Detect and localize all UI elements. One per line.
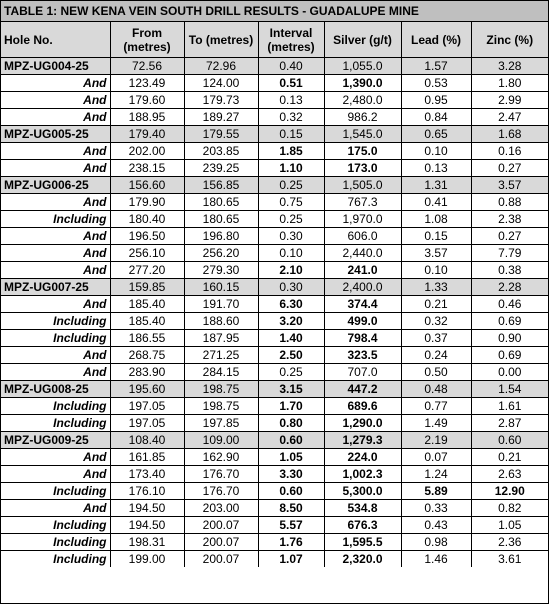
- cell-from: 185.40: [110, 296, 184, 313]
- cell-interval: 3.30: [258, 466, 324, 483]
- cell-lead: 3.57: [401, 245, 471, 262]
- table-row: [1, 228, 548, 245]
- cell-zinc: 0.38: [471, 262, 548, 279]
- cell-zinc: 0.69: [471, 347, 548, 364]
- cell-from: 277.20: [110, 262, 184, 279]
- cell-to: 239.25: [184, 160, 258, 177]
- table-row: [1, 143, 548, 160]
- cell-to: 196.80: [184, 228, 258, 245]
- cell-hole: And: [1, 347, 110, 364]
- cell-hole: Including: [1, 398, 110, 415]
- header-silver: Silver (g/t): [324, 22, 401, 58]
- cell-from: 72.56: [110, 58, 184, 75]
- cell-silver: 2,440.0: [324, 245, 401, 262]
- cell-from: 283.90: [110, 364, 184, 381]
- cell-from: 180.40: [110, 211, 184, 228]
- cell-interval: 1.10: [258, 160, 324, 177]
- table-row: [1, 313, 548, 330]
- cell-to: 180.65: [184, 211, 258, 228]
- cell-lead: 0.50: [401, 364, 471, 381]
- table-row: [1, 449, 548, 466]
- cell-to: 279.30: [184, 262, 258, 279]
- cell-silver: 1,055.0: [324, 58, 401, 75]
- cell-lead: 1.08: [401, 211, 471, 228]
- table-row: [1, 211, 548, 228]
- cell-to: 176.70: [184, 483, 258, 500]
- cell-zinc: 0.27: [471, 228, 548, 245]
- cell-to: 191.70: [184, 296, 258, 313]
- cell-silver: 1,279.3: [324, 432, 401, 449]
- cell-from: 256.10: [110, 245, 184, 262]
- table-row: [1, 364, 548, 381]
- cell-silver: 2,320.0: [324, 551, 401, 568]
- cell-silver: 606.0: [324, 228, 401, 245]
- cell-from: 196.50: [110, 228, 184, 245]
- table-row: [1, 398, 548, 415]
- table-row: [1, 330, 548, 347]
- cell-lead: 0.98: [401, 534, 471, 551]
- cell-zinc: 2.99: [471, 92, 548, 109]
- cell-interval: 6.30: [258, 296, 324, 313]
- cell-interval: 0.30: [258, 279, 324, 296]
- cell-interval: 0.25: [258, 211, 324, 228]
- cell-from: 195.60: [110, 381, 184, 398]
- cell-to: 200.07: [184, 517, 258, 534]
- cell-from: 186.55: [110, 330, 184, 347]
- cell-silver: 447.2: [324, 381, 401, 398]
- cell-hole: Including: [1, 313, 110, 330]
- cell-interval: 0.32: [258, 109, 324, 126]
- cell-to: 176.70: [184, 466, 258, 483]
- cell-hole: And: [1, 364, 110, 381]
- cell-lead: 0.41: [401, 194, 471, 211]
- cell-from: 198.31: [110, 534, 184, 551]
- table-row: [1, 279, 548, 296]
- cell-zinc: 0.21: [471, 449, 548, 466]
- cell-interval: 0.40: [258, 58, 324, 75]
- table-row: [1, 517, 548, 534]
- cell-to: 72.96: [184, 58, 258, 75]
- cell-from: 173.40: [110, 466, 184, 483]
- cell-hole: And: [1, 296, 110, 313]
- cell-silver: 1,390.0: [324, 75, 401, 92]
- header-hole-no: Hole No.: [1, 22, 110, 58]
- cell-to: 179.73: [184, 92, 258, 109]
- cell-silver: 1,505.0: [324, 177, 401, 194]
- cell-interval: 1.76: [258, 534, 324, 551]
- cell-silver: 1,002.3: [324, 466, 401, 483]
- cell-from: 179.60: [110, 92, 184, 109]
- cell-interval: 1.70: [258, 398, 324, 415]
- cell-silver: 676.3: [324, 517, 401, 534]
- cell-lead: 0.43: [401, 517, 471, 534]
- table-row: [1, 92, 548, 109]
- cell-zinc: 1.68: [471, 126, 548, 143]
- cell-silver: 707.0: [324, 364, 401, 381]
- cell-interval: 0.25: [258, 177, 324, 194]
- cell-to: 188.60: [184, 313, 258, 330]
- cell-interval: 0.80: [258, 415, 324, 432]
- cell-hole: And: [1, 75, 110, 92]
- cell-lead: 5.89: [401, 483, 471, 500]
- results-table: [1, 22, 548, 567]
- cell-zinc: 0.46: [471, 296, 548, 313]
- table-row: [1, 109, 548, 126]
- cell-from: 197.05: [110, 415, 184, 432]
- cell-lead: 0.15: [401, 228, 471, 245]
- cell-to: 256.20: [184, 245, 258, 262]
- cell-to: 198.75: [184, 398, 258, 415]
- cell-to: 271.25: [184, 347, 258, 364]
- header-interval: Interval (metres): [258, 22, 324, 58]
- table-row: [1, 177, 548, 194]
- cell-lead: 0.77: [401, 398, 471, 415]
- cell-silver: 1,545.0: [324, 126, 401, 143]
- header-zinc: Zinc (%): [471, 22, 548, 58]
- cell-lead: 0.95: [401, 92, 471, 109]
- cell-silver: 224.0: [324, 449, 401, 466]
- cell-hole: Including: [1, 211, 110, 228]
- cell-from: 156.60: [110, 177, 184, 194]
- cell-hole: MPZ-UG009-25: [1, 432, 110, 449]
- cell-to: 198.75: [184, 381, 258, 398]
- cell-interval: 2.50: [258, 347, 324, 364]
- table-row: [1, 126, 548, 143]
- cell-interval: 0.15: [258, 126, 324, 143]
- cell-silver: 2,480.0: [324, 92, 401, 109]
- table-row: [1, 466, 548, 483]
- cell-interval: 1.40: [258, 330, 324, 347]
- cell-to: 203.00: [184, 500, 258, 517]
- cell-from: 199.00: [110, 551, 184, 568]
- cell-lead: 0.10: [401, 262, 471, 279]
- cell-hole: Including: [1, 415, 110, 432]
- cell-zinc: 2.28: [471, 279, 548, 296]
- cell-lead: 0.10: [401, 143, 471, 160]
- cell-lead: 0.21: [401, 296, 471, 313]
- cell-silver: 689.6: [324, 398, 401, 415]
- cell-zinc: 3.57: [471, 177, 548, 194]
- cell-interval: 0.51: [258, 75, 324, 92]
- cell-lead: 0.24: [401, 347, 471, 364]
- cell-interval: 3.15: [258, 381, 324, 398]
- cell-hole: And: [1, 143, 110, 160]
- cell-hole: And: [1, 160, 110, 177]
- cell-hole: And: [1, 500, 110, 517]
- table-row: [1, 58, 548, 75]
- cell-to: 162.90: [184, 449, 258, 466]
- cell-lead: 0.13: [401, 160, 471, 177]
- cell-zinc: 0.60: [471, 432, 548, 449]
- cell-zinc: 1.54: [471, 381, 548, 398]
- cell-to: 179.55: [184, 126, 258, 143]
- cell-to: 156.85: [184, 177, 258, 194]
- cell-zinc: 2.63: [471, 466, 548, 483]
- cell-zinc: 2.87: [471, 415, 548, 432]
- cell-hole: Including: [1, 483, 110, 500]
- table-row: [1, 551, 548, 568]
- cell-hole: MPZ-UG007-25: [1, 279, 110, 296]
- cell-to: 187.95: [184, 330, 258, 347]
- table-row: [1, 483, 548, 500]
- cell-hole: And: [1, 109, 110, 126]
- cell-silver: 173.0: [324, 160, 401, 177]
- cell-from: 197.05: [110, 398, 184, 415]
- cell-from: 161.85: [110, 449, 184, 466]
- cell-interval: 3.20: [258, 313, 324, 330]
- table-row: [1, 432, 548, 449]
- cell-zinc: 0.27: [471, 160, 548, 177]
- cell-lead: 1.46: [401, 551, 471, 568]
- cell-lead: 0.53: [401, 75, 471, 92]
- cell-to: 180.65: [184, 194, 258, 211]
- cell-zinc: 0.88: [471, 194, 548, 211]
- cell-hole: And: [1, 466, 110, 483]
- cell-to: 160.15: [184, 279, 258, 296]
- cell-hole: MPZ-UG005-25: [1, 126, 110, 143]
- cell-silver: 1,595.5: [324, 534, 401, 551]
- cell-from: 185.40: [110, 313, 184, 330]
- header-lead: Lead (%): [401, 22, 471, 58]
- cell-lead: 1.33: [401, 279, 471, 296]
- cell-to: 200.07: [184, 551, 258, 568]
- cell-interval: 0.25: [258, 364, 324, 381]
- cell-zinc: 1.80: [471, 75, 548, 92]
- cell-zinc: 0.16: [471, 143, 548, 160]
- cell-hole: And: [1, 92, 110, 109]
- cell-lead: 0.33: [401, 500, 471, 517]
- cell-silver: 374.4: [324, 296, 401, 313]
- cell-from: 176.10: [110, 483, 184, 500]
- cell-from: 179.90: [110, 194, 184, 211]
- table-row: [1, 194, 548, 211]
- cell-hole: And: [1, 449, 110, 466]
- cell-hole: Including: [1, 517, 110, 534]
- header-from: From (metres): [110, 22, 184, 58]
- cell-hole: Including: [1, 534, 110, 551]
- cell-silver: 767.3: [324, 194, 401, 211]
- cell-interval: 0.13: [258, 92, 324, 109]
- cell-interval: 1.85: [258, 143, 324, 160]
- cell-zinc: 0.82: [471, 500, 548, 517]
- table-row: [1, 534, 548, 551]
- cell-silver: 175.0: [324, 143, 401, 160]
- cell-zinc: 0.90: [471, 330, 548, 347]
- cell-to: 203.85: [184, 143, 258, 160]
- cell-from: 123.49: [110, 75, 184, 92]
- table-row: [1, 381, 548, 398]
- cell-lead: 0.37: [401, 330, 471, 347]
- cell-silver: 534.8: [324, 500, 401, 517]
- cell-hole: MPZ-UG006-25: [1, 177, 110, 194]
- table-row: [1, 296, 548, 313]
- cell-zinc: 0.00: [471, 364, 548, 381]
- cell-silver: 323.5: [324, 347, 401, 364]
- cell-hole: And: [1, 262, 110, 279]
- cell-zinc: 1.05: [471, 517, 548, 534]
- cell-hole: Including: [1, 330, 110, 347]
- cell-silver: 1,290.0: [324, 415, 401, 432]
- cell-zinc: 0.69: [471, 313, 548, 330]
- cell-silver: 499.0: [324, 313, 401, 330]
- table-row: [1, 245, 548, 262]
- cell-lead: 1.24: [401, 466, 471, 483]
- cell-to: 189.27: [184, 109, 258, 126]
- cell-silver: 986.2: [324, 109, 401, 126]
- cell-to: 200.07: [184, 534, 258, 551]
- cell-from: 179.40: [110, 126, 184, 143]
- cell-silver: 798.4: [324, 330, 401, 347]
- cell-zinc: 3.28: [471, 58, 548, 75]
- cell-silver: 241.0: [324, 262, 401, 279]
- cell-lead: 0.32: [401, 313, 471, 330]
- cell-from: 159.85: [110, 279, 184, 296]
- cell-zinc: 2.36: [471, 534, 548, 551]
- table-row: [1, 500, 548, 517]
- cell-lead: 1.31: [401, 177, 471, 194]
- header-row: [1, 22, 548, 58]
- table-body: [1, 58, 548, 568]
- table-row: [1, 75, 548, 92]
- cell-zinc: 2.47: [471, 109, 548, 126]
- cell-interval: 5.57: [258, 517, 324, 534]
- cell-lead: 0.48: [401, 381, 471, 398]
- cell-to: 284.15: [184, 364, 258, 381]
- cell-to: 124.00: [184, 75, 258, 92]
- table-row: [1, 262, 548, 279]
- cell-silver: 1,970.0: [324, 211, 401, 228]
- cell-zinc: 7.79: [471, 245, 548, 262]
- cell-interval: 8.50: [258, 500, 324, 517]
- cell-hole: And: [1, 194, 110, 211]
- table-row: [1, 160, 548, 177]
- cell-from: 188.95: [110, 109, 184, 126]
- cell-zinc: 12.90: [471, 483, 548, 500]
- cell-to: 109.00: [184, 432, 258, 449]
- cell-hole: MPZ-UG008-25: [1, 381, 110, 398]
- cell-interval: 0.30: [258, 228, 324, 245]
- cell-zinc: 1.61: [471, 398, 548, 415]
- cell-from: 194.50: [110, 517, 184, 534]
- cell-lead: 2.19: [401, 432, 471, 449]
- table-title: TABLE 1: NEW KENA VEIN SOUTH DRILL RESULTS - GUADALUPE MINE: [1, 1, 548, 22]
- cell-interval: 0.75: [258, 194, 324, 211]
- cell-interval: 0.10: [258, 245, 324, 262]
- cell-zinc: 3.61: [471, 551, 548, 568]
- cell-from: 238.15: [110, 160, 184, 177]
- cell-lead: 0.65: [401, 126, 471, 143]
- cell-lead: 0.84: [401, 109, 471, 126]
- cell-interval: 0.60: [258, 432, 324, 449]
- cell-hole: Including: [1, 551, 110, 568]
- cell-hole: And: [1, 228, 110, 245]
- cell-lead: 1.49: [401, 415, 471, 432]
- cell-silver: 2,400.0: [324, 279, 401, 296]
- cell-from: 108.40: [110, 432, 184, 449]
- cell-lead: 1.57: [401, 58, 471, 75]
- cell-interval: 1.07: [258, 551, 324, 568]
- cell-interval: 0.60: [258, 483, 324, 500]
- table-row: [1, 347, 548, 364]
- cell-to: 197.85: [184, 415, 258, 432]
- cell-hole: MPZ-UG004-25: [1, 58, 110, 75]
- cell-from: 194.50: [110, 500, 184, 517]
- cell-interval: 2.10: [258, 262, 324, 279]
- header-to: To (metres): [184, 22, 258, 58]
- cell-lead: 0.07: [401, 449, 471, 466]
- table-row: [1, 415, 548, 432]
- cell-zinc: 2.38: [471, 211, 548, 228]
- cell-hole: And: [1, 245, 110, 262]
- cell-from: 202.00: [110, 143, 184, 160]
- cell-interval: 1.05: [258, 449, 324, 466]
- cell-silver: 5,300.0: [324, 483, 401, 500]
- cell-from: 268.75: [110, 347, 184, 364]
